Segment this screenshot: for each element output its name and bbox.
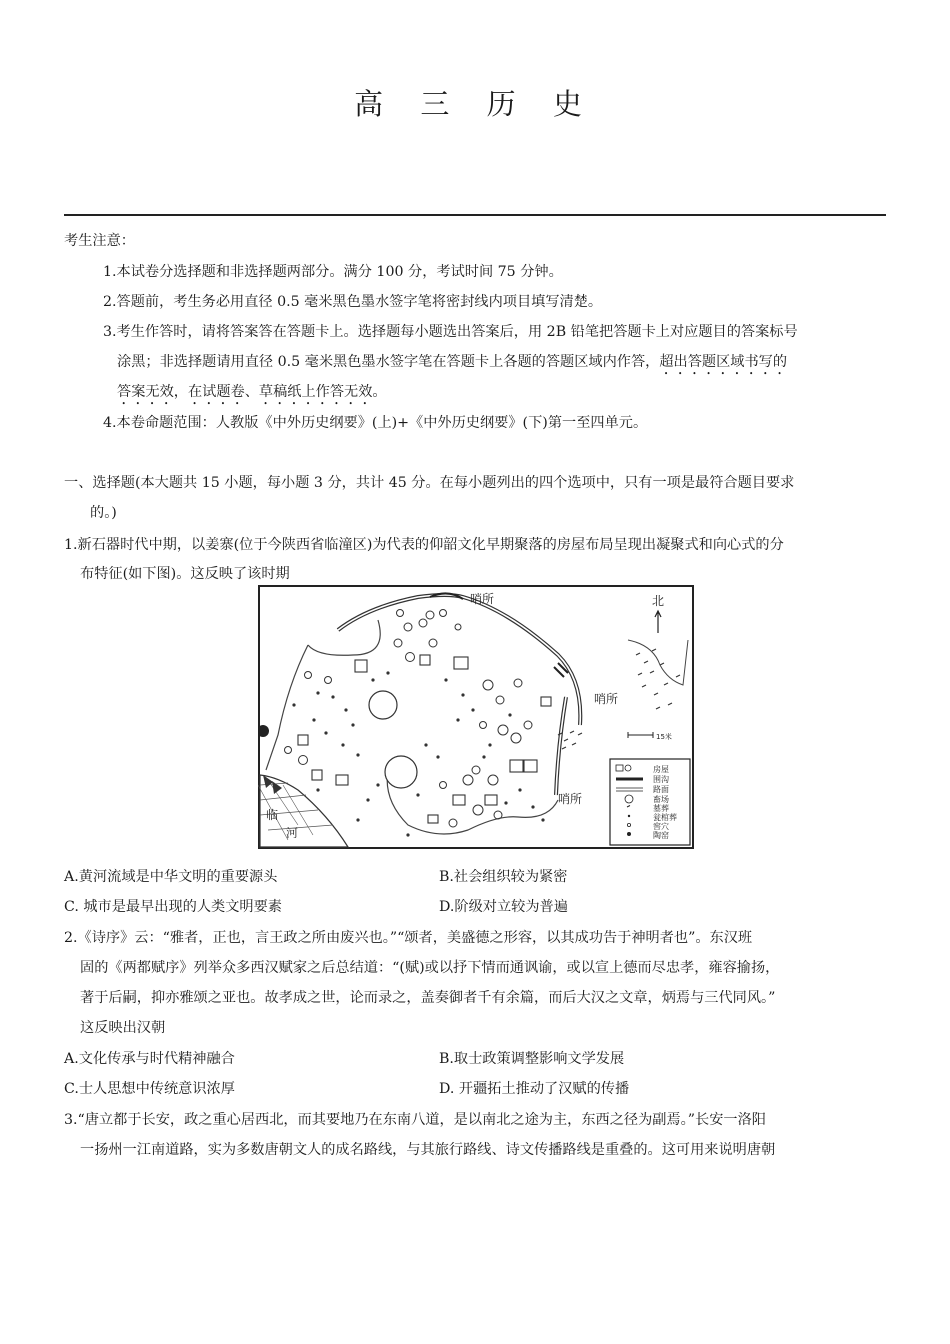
legend-urn-burial: 瓮棺葬 [653, 813, 677, 822]
question-1-option-b[interactable]: B.社会组织较为紧密 [439, 869, 568, 885]
question-3-stem-cont: 一扬州一江南道路，实为多数唐朝文人的成名路线，与其旅行路线、诗文传播路线是重叠的。这可用来说明唐朝 [80, 1142, 776, 1158]
title-divider [64, 214, 886, 216]
notice-item-3-text: 涂黑；非选择题请用直径 0.5 毫米黑色墨水签字笔在答题卡上各题的答题区域内作答， [117, 354, 660, 370]
scale-label: 15米 [656, 733, 672, 741]
watch-post-label: 哨所 [594, 692, 619, 706]
page-title: 高 三 历 史 [354, 87, 596, 121]
notice-item-2: 2.答题前，考生务必用直径 0.5 毫米黑色墨水签字笔将密封线内项目填写清楚。 [103, 294, 603, 310]
river-label-lin: 临 [266, 808, 279, 822]
question-2-stem-cont: 这反映出汉朝 [80, 1020, 166, 1036]
legend-burial: 墓葬 [653, 804, 669, 813]
question-2-option-a[interactable]: A.文化传承与时代精神融合 [64, 1051, 235, 1067]
notice-item-3-line-1: 3.考生作答时，请将答案答在答题卡上。选择题每小题选出答案后，用 2B 铅笔把答题卡上对应题目的答案标号 [103, 324, 798, 340]
question-1-option-c[interactable]: C. 城市是最早出现的人类文明要素 [64, 899, 282, 915]
notice-item-4: 4.本卷命题范围：人教版《中外历史纲要》(上)+《中外历史纲要》(下)第一至四单元。 [103, 415, 648, 431]
legend-house: 房屋 [653, 765, 669, 774]
notice-item-3-end: 。 [372, 384, 387, 400]
question-2-stem: 2.《诗序》云：“雅者，正也，言王政之所由废兴也。”“颂者，美盛德之形容，以其成功告于神明者也”。东汉班 [64, 930, 753, 946]
notice-item-1: 1.本试卷分选择题和非选择题两部分。满分 100 分，考试时间 75 分钟。 [103, 264, 563, 280]
notice-heading: 考生注意： [64, 233, 135, 249]
question-2-stem-cont: 固的《两都赋序》列举众多西汉赋家之后总结道：“(赋)或以抒下情而通讽谕，或以宣上德而尽忠孝，雍容揄扬， [80, 960, 780, 976]
question-2-stem-cont: 著于后嗣，抑亦雅颂之亚也。故孝成之世，论而录之，盖奏御者千有余篇，而后大汉之文章，炳焉与三代同风。” [80, 990, 776, 1006]
watch-post-label: 哨所 [558, 792, 583, 806]
river-label-he: 河 [286, 826, 299, 840]
question-1-option-a[interactable]: A.黄河流域是中华文明的重要源头 [64, 869, 278, 885]
notice-emphasis-text: 答案无效，在试题卷、草稿纸上作答无效 [117, 384, 373, 400]
question-2-option-c[interactable]: C.士人思想中传统意识浓厚 [64, 1081, 235, 1097]
notice-item-3-line-3 [117, 382, 387, 408]
section-heading: 一、选择题(本大题共 15 小题，每小题 3 分，共计 45 分。在每小题列出的四个选项中，只有一项是最符合题目要求 [64, 475, 795, 491]
watch-post-label: 哨所 [470, 592, 495, 606]
section-heading-cont: 的。) [90, 505, 117, 521]
question-2-option-b[interactable]: B.取士政策调整影响文学发展 [439, 1051, 625, 1067]
question-1-option-d[interactable]: D.阶级对立较为普遍 [439, 899, 568, 915]
question-2-option-d[interactable]: D. 开疆拓土推动了汉赋的传播 [439, 1081, 630, 1097]
notice-item-3-line-2 [117, 352, 787, 378]
question-1-stem: 1.新石器时代中期，以姜寨(位于今陕西省临潼区)为代表的仰韶文化早期聚落的房屋布局呈现出凝聚式和向心式的分 [64, 537, 784, 553]
legend-road: 路面 [653, 785, 669, 794]
jiangzhai-settlement-map [258, 585, 694, 849]
map-legend [610, 759, 690, 845]
legend-storage-pit: 窖穴 [653, 822, 669, 831]
question-1-stem-cont: 布特征(如下图)。这反映了该时期 [80, 566, 290, 582]
legend-kiln: 陶窑 [653, 831, 669, 840]
notice-emphasis-text: 超出答题区域书写的 [659, 354, 788, 370]
legend-ditch: 围沟 [653, 775, 669, 784]
north-label: 北 [652, 594, 665, 608]
question-3-stem: 3.“唐立都于长安，政之重心居西北，而其要地乃在东南八道，是以南北之途为主，东西之径为副焉。”长安一洛阳 [64, 1112, 766, 1128]
legend-livestock-pen: 畜场 [653, 795, 669, 804]
